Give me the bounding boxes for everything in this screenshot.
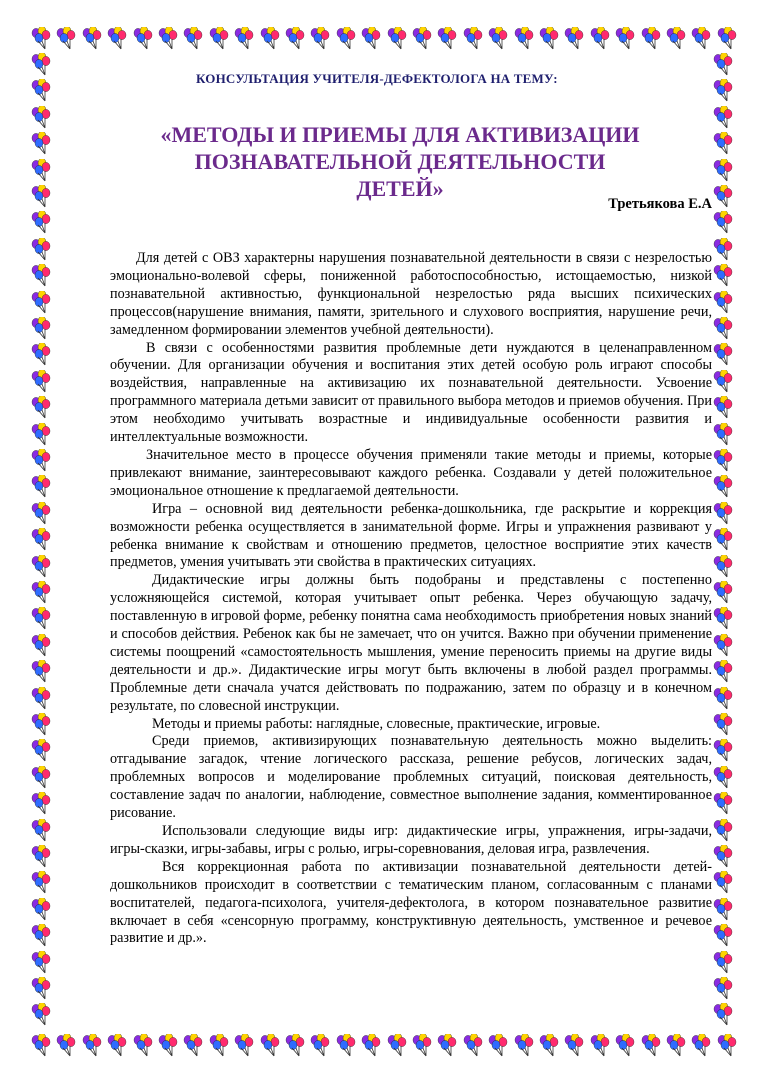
balloon-bunch-icon: [716, 27, 738, 51]
balloon-bunch-icon: [712, 687, 734, 711]
balloon-bunch-icon: [712, 951, 734, 975]
balloon-bunch-icon: [712, 607, 734, 631]
balloon-bunch-icon: [30, 79, 52, 103]
balloon-bunch-icon: [411, 27, 433, 51]
balloon-bunch-icon: [513, 1034, 535, 1058]
balloon-bunch-icon: [712, 528, 734, 552]
balloon-bunch-icon: [106, 1034, 128, 1058]
balloon-bunch-icon: [208, 1034, 230, 1058]
balloon-bunch-icon: [309, 1034, 331, 1058]
balloon-bunch-icon: [716, 1034, 738, 1058]
balloon-bunch-icon: [30, 528, 52, 552]
balloon-bunch-icon: [233, 27, 255, 51]
balloon-bunch-icon: [30, 317, 52, 341]
balloon-bunch-icon: [712, 370, 734, 394]
balloon-bunch-icon: [30, 343, 52, 367]
balloon-bunch-icon: [411, 1034, 433, 1058]
balloon-bunch-icon: [712, 1003, 734, 1027]
balloon-bunch-icon: [712, 819, 734, 843]
balloon-bunch-icon: [712, 211, 734, 235]
paragraph-8: Использовали следующие виды игр: дидактические игры, упражнения, игры-задачи, игры-сказки, игры-забавы, игры с ролью, игры-соревнования, деловая игра, развлечения.: [110, 823, 712, 857]
balloon-bunch-icon: [665, 1034, 687, 1058]
balloon-bunch-icon: [30, 1034, 52, 1058]
balloon-bunch-icon: [712, 343, 734, 367]
balloon-bunch-icon: [30, 132, 52, 156]
balloon-bunch-icon: [30, 607, 52, 631]
balloon-bunch-icon: [712, 871, 734, 895]
balloon-bunch-icon: [30, 211, 52, 235]
author-name: Третьякова Е.А: [608, 196, 712, 212]
balloon-bunch-icon: [712, 845, 734, 869]
balloon-border-left: [30, 53, 56, 1034]
balloon-bunch-icon: [30, 555, 52, 579]
balloon-bunch-icon: [665, 27, 687, 51]
balloon-bunch-icon: [712, 713, 734, 737]
balloon-bunch-icon: [30, 924, 52, 948]
paragraph-2: В связи с особенностями развития проблемные дети нуждаются в целенаправленном обучении. Для организации обучения и воспитания этих детей особую роль играют способы воздействия, направленные на активизацию их познавательной деятельности. Усвоение программного материала детьми зависит от правильного выбора методов и приемов обучения. При этом необходимо учитывать возрастные и индивидуальные особенности развития и интеллектуальные возможности.: [110, 339, 712, 446]
balloon-bunch-icon: [690, 27, 712, 51]
title-line-1: «МЕТОДЫ И ПРИЕМЫ ДЛЯ АКТИВИЗАЦИИ: [160, 122, 640, 147]
balloon-bunch-icon: [30, 951, 52, 975]
balloon-bunch-icon: [436, 27, 458, 51]
paragraph-4: Игра – основной вид деятельности ребенка-дошкольника, где раскрытие и коррекция возможности ребенка осуществляется в занимательной форме. Игры и упражнения развивают у ребенка внимание к свойствам и отношению предметов, целостное восприятие этих качеств предметов, умения учитывать эти свойства в практических ситуациях.: [110, 500, 712, 571]
balloon-bunch-icon: [712, 475, 734, 499]
balloon-bunch-icon: [157, 1034, 179, 1058]
paragraph-3: Значительное место в процессе обучения применяли такие методы и приемы, которые привлекают внимание, заинтересовывают каждого ребенка. Создавали у детей положительное эмоциональное отношение к предлагаемой деятельности.: [110, 446, 712, 499]
balloon-bunch-icon: [55, 27, 77, 51]
balloon-bunch-icon: [690, 1034, 712, 1058]
balloon-bunch-icon: [712, 185, 734, 209]
balloon-bunch-icon: [30, 475, 52, 499]
balloon-bunch-icon: [712, 423, 734, 447]
balloon-bunch-icon: [386, 27, 408, 51]
balloon-bunch-icon: [712, 132, 734, 156]
balloon-bunch-icon: [30, 581, 52, 605]
balloon-bunch-icon: [640, 1034, 662, 1058]
balloon-bunch-icon: [157, 27, 179, 51]
balloon-border-bottom: [30, 1034, 742, 1060]
balloon-bunch-icon: [30, 238, 52, 262]
balloon-bunch-icon: [712, 291, 734, 315]
balloon-bunch-icon: [712, 106, 734, 130]
balloon-bunch-icon: [712, 317, 734, 341]
document-title: [150, 121, 650, 202]
balloon-bunch-icon: [233, 1034, 255, 1058]
paragraph-9: Вся коррекционная работа по активизации познавательной деятельности детей-дошкольников происходит в соответствии с тематическим планом, согласованным с планами воспитателей, педагога-психолога, учителя-дефектолога, в котором познавательное развитие включает в себя «сенсорную программу, конструктивную деятельность, умственное и речевое развитие и др.».: [110, 858, 712, 947]
balloon-bunch-icon: [132, 27, 154, 51]
balloon-bunch-icon: [30, 898, 52, 922]
balloon-bunch-icon: [712, 739, 734, 763]
balloon-bunch-icon: [462, 1034, 484, 1058]
balloon-bunch-icon: [538, 1034, 560, 1058]
body-text: [110, 250, 712, 948]
balloon-bunch-icon: [712, 396, 734, 420]
balloon-bunch-icon: [30, 713, 52, 737]
balloon-bunch-icon: [640, 27, 662, 51]
balloon-bunch-icon: [30, 792, 52, 816]
balloon-bunch-icon: [30, 423, 52, 447]
balloon-bunch-icon: [360, 27, 382, 51]
consultation-header: КОНСУЛЬТАЦИЯ УЧИТЕЛЯ-ДЕФЕКТОЛОГА НА ТЕМУ:: [196, 71, 558, 86]
balloon-bunch-icon: [712, 634, 734, 658]
balloon-bunch-icon: [30, 660, 52, 684]
balloon-bunch-icon: [487, 1034, 509, 1058]
balloon-bunch-icon: [30, 185, 52, 209]
balloon-bunch-icon: [712, 898, 734, 922]
balloon-bunch-icon: [712, 264, 734, 288]
balloon-bunch-icon: [30, 370, 52, 394]
balloon-bunch-icon: [81, 1034, 103, 1058]
paragraph-6: Методы и приемы работы: наглядные, словесные, практические, игровые.: [152, 715, 601, 732]
balloon-border-right: [712, 53, 738, 1034]
balloon-bunch-icon: [712, 502, 734, 526]
balloon-bunch-icon: [309, 27, 331, 51]
title-line-2: ПОЗНАВАТЕЛЬНОЙ ДЕЯТЕЛЬНОСТИ ДЕТЕЙ»: [194, 149, 606, 201]
balloon-bunch-icon: [132, 1034, 154, 1058]
balloon-bunch-icon: [284, 27, 306, 51]
balloon-bunch-icon: [712, 924, 734, 948]
balloon-bunch-icon: [30, 845, 52, 869]
balloon-bunch-icon: [712, 159, 734, 183]
balloon-bunch-icon: [30, 766, 52, 790]
balloon-bunch-icon: [30, 819, 52, 843]
paragraph-5: Дидактические игры должны быть подобраны и представлены с постепенно усложняющейся системой, которая учитывает опыт ребенка. Через обучающую задачу, поставленную в игровой форме, ребенку понятна сама необходимость приобретения новых знаний и способов действия. Ребенок как бы не замечает, что он учится. Важно при обучении применение системы поощрений «самостоятельность мышления, умение переносить приемы на другие виды деятельности и др.». Дидактические игры могут быть включены в любой раздел программы. Проблемные дети сначала учатся действовать по подражанию, затем по образцу и в конечном результате, по словесной инструкции.: [110, 572, 712, 714]
balloon-border-top: [30, 27, 742, 53]
balloon-bunch-icon: [712, 53, 734, 77]
balloon-bunch-icon: [712, 449, 734, 473]
balloon-bunch-icon: [30, 687, 52, 711]
balloon-bunch-icon: [538, 27, 560, 51]
balloon-bunch-icon: [30, 53, 52, 77]
balloon-bunch-icon: [360, 1034, 382, 1058]
balloon-bunch-icon: [712, 581, 734, 605]
balloon-bunch-icon: [462, 27, 484, 51]
balloon-bunch-icon: [30, 449, 52, 473]
balloon-bunch-icon: [182, 27, 204, 51]
balloon-bunch-icon: [513, 27, 535, 51]
balloon-bunch-icon: [712, 555, 734, 579]
balloon-bunch-icon: [30, 291, 52, 315]
balloon-bunch-icon: [30, 106, 52, 130]
balloon-bunch-icon: [30, 27, 52, 51]
paragraph-1: Для детей с ОВЗ характерны нарушения познавательной деятельности в связи с незрелостью эмоционально-волевой сферы, пониженной работоспособностью, истощаемостью, низкой познавательной активностью, функциональной незрелостью ряда высших психических процессов(нарушение внимания, памяти, зрительного и слухового восприятия, нарушение речи, замедленном формировании элементов учебной деятельности).: [110, 250, 712, 338]
balloon-bunch-icon: [436, 1034, 458, 1058]
balloon-bunch-icon: [712, 238, 734, 262]
balloon-bunch-icon: [487, 27, 509, 51]
balloon-bunch-icon: [30, 977, 52, 1001]
balloon-bunch-icon: [106, 27, 128, 51]
balloon-bunch-icon: [81, 27, 103, 51]
balloon-bunch-icon: [259, 1034, 281, 1058]
balloon-bunch-icon: [712, 977, 734, 1001]
balloon-bunch-icon: [30, 1003, 52, 1027]
balloon-bunch-icon: [614, 1034, 636, 1058]
balloon-bunch-icon: [30, 739, 52, 763]
balloon-bunch-icon: [589, 27, 611, 51]
balloon-bunch-icon: [563, 27, 585, 51]
balloon-bunch-icon: [30, 264, 52, 288]
balloon-bunch-icon: [182, 1034, 204, 1058]
balloon-bunch-icon: [259, 27, 281, 51]
balloon-bunch-icon: [712, 766, 734, 790]
paragraph-7: Среди приемов, активизирующих познавательную деятельность можно выделить: отгадывание загадок, чтение логического рассказа, решение ребусов, логических задач, проблемных вопросов и моделирование проблемных ситуаций, поисковая деятельность, составление задач по аналогии, наблюдение, совместное выполнение задания, комментированное рисование.: [110, 733, 712, 822]
balloon-bunch-icon: [30, 871, 52, 895]
balloon-bunch-icon: [335, 27, 357, 51]
balloon-bunch-icon: [208, 27, 230, 51]
balloon-bunch-icon: [30, 159, 52, 183]
balloon-bunch-icon: [614, 27, 636, 51]
balloon-bunch-icon: [30, 502, 52, 526]
balloon-bunch-icon: [284, 1034, 306, 1058]
balloon-bunch-icon: [335, 1034, 357, 1058]
balloon-bunch-icon: [589, 1034, 611, 1058]
balloon-bunch-icon: [712, 660, 734, 684]
balloon-bunch-icon: [712, 79, 734, 103]
balloon-bunch-icon: [55, 1034, 77, 1058]
balloon-bunch-icon: [712, 792, 734, 816]
balloon-bunch-icon: [563, 1034, 585, 1058]
balloon-bunch-icon: [386, 1034, 408, 1058]
balloon-bunch-icon: [30, 396, 52, 420]
balloon-bunch-icon: [30, 634, 52, 658]
